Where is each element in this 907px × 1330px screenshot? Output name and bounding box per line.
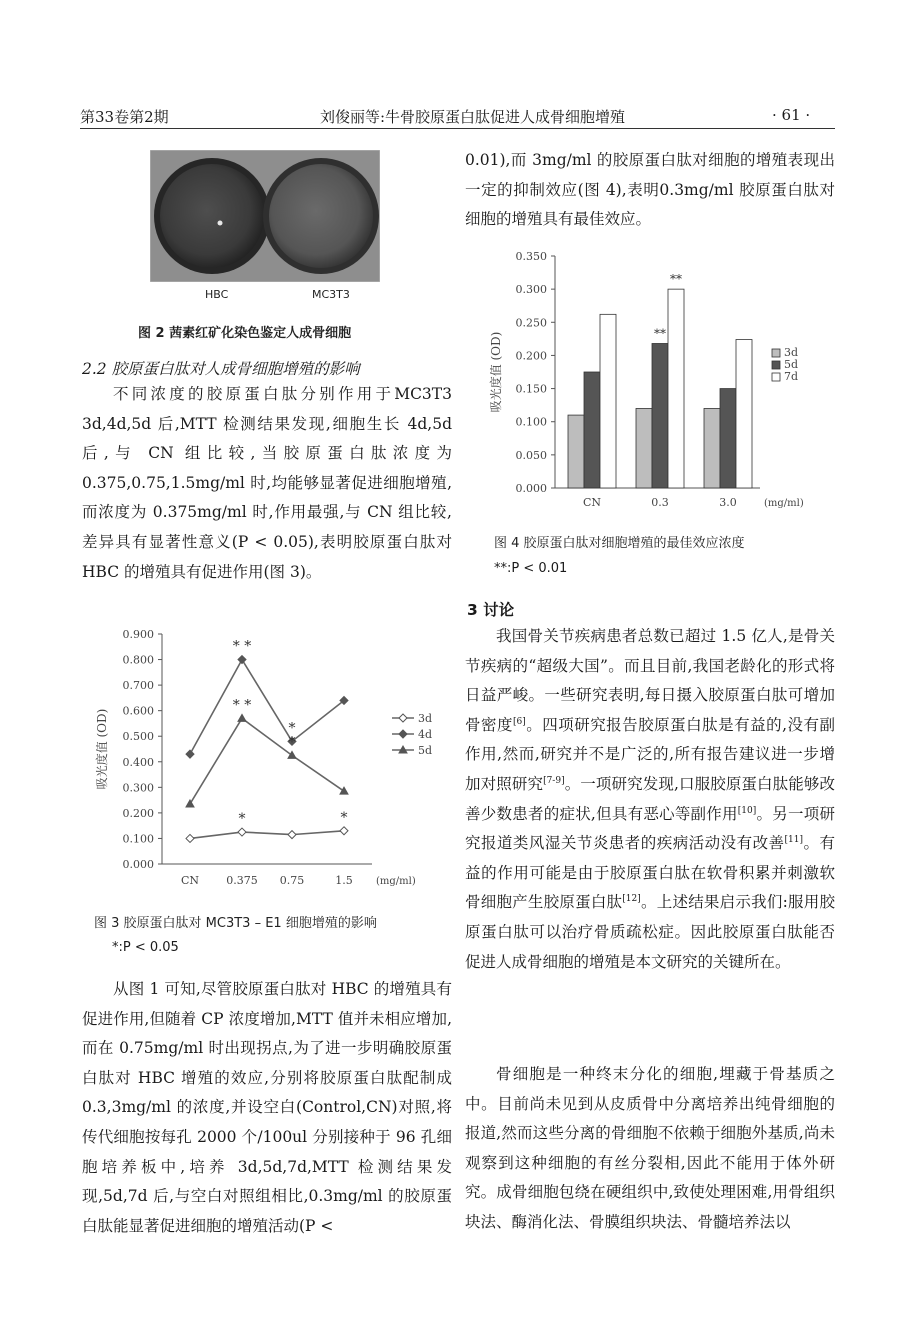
right-paragraph-1 [465, 146, 835, 235]
data-point [399, 714, 407, 722]
x-tick-label: CN [180, 874, 200, 887]
paragraph-text: 骨细胞是一种终末分化的细胞,埋藏于骨基质之中。目前尚未见到从皮质骨中分离培养出纯骨细胞的报道,然而这些分离的骨细胞不依赖于细胞外基质,尚未观察到这种细胞的有丝分裂相,因此不能用于体外研究。成骨细胞包绕在硬组织中,致使处理困难,用骨组织块法、酶消化法、骨膜组织块法、骨髓培养法以 [465, 1065, 835, 1231]
data-point [288, 831, 296, 839]
significance-label: * [288, 720, 296, 737]
series-5d [186, 714, 348, 807]
fig4-y-label: 吸光度值 (OD) [489, 331, 503, 413]
y-tick-label: 0.000 [122, 858, 154, 871]
citation: [6] [512, 716, 526, 727]
y-tick-label: 0.500 [122, 730, 154, 744]
fig4-caption: 图 4 胶原蛋白肽对细胞增殖的最佳效应浓度 [494, 536, 745, 551]
fig3-x-unit: (mg/ml) [376, 876, 416, 887]
significance-label: * * [232, 638, 252, 655]
bar [668, 289, 684, 488]
series-line [190, 831, 344, 839]
series-3d [186, 827, 348, 843]
series-line [190, 718, 344, 804]
legend-label: 3d [784, 346, 799, 359]
data-point [186, 750, 194, 758]
y-tick-label: 0.100 [515, 415, 547, 429]
legend-swatch [772, 373, 780, 381]
data-point [399, 730, 407, 738]
data-point [238, 656, 246, 664]
y-tick-label: 0.100 [122, 832, 154, 846]
paragraph-text: 从图 1 可知,尽管胶原蛋白肽对 HBC 的增殖具有促进作用,但随着 CP 浓度增加,MTT 值并未相应增加,而在 0.75mg/ml 时出现拐点,为了进一步明确胶原蛋白肽对 HBC 增殖的效应,分别将胶原蛋白肽配制成 0.3,3mg/ml 的浓度,并设空白(Control,CN)对照,将传代细胞按每孔 2000 个/100ul 分别接种于 96 孔细胞培养板中,培养 3d,5d,7d,MTT 检测结果发现,5d,7d 后,与空白对照组相比,0.3mg/ml 的胶原蛋白肽能显著促进细胞的增殖活动(P < [82, 980, 452, 1235]
bar [720, 389, 736, 488]
y-tick-label: 0.050 [515, 448, 547, 462]
data-point [186, 800, 194, 807]
x-tick-label: 1.5 [335, 874, 353, 887]
y-tick-label: 0.000 [515, 482, 547, 495]
significance-label: ** [670, 272, 682, 287]
y-tick-label: 0.200 [515, 349, 547, 363]
data-point [238, 714, 246, 721]
fig4-bar-chart [480, 244, 825, 512]
header-running-title: 刘俊丽等:牛骨胶原蛋白肽促进人成骨细胞增殖 [320, 108, 626, 126]
paragraph-text: 0.01),而 3mg/ml 的胶原蛋白肽对细胞的增殖表现出一定的抑制效应(图 4),表明0.3mg/ml 胶原蛋白肽对细胞的增殖具有最佳效应。 [465, 151, 835, 229]
legend-label: 5d [784, 358, 799, 371]
legend-swatch [772, 361, 780, 369]
header-journal-issue: 第33卷第2期 [80, 108, 169, 126]
significance-label: * [340, 809, 348, 826]
header-page-number: · 61 · [772, 106, 811, 124]
data-point [186, 834, 194, 842]
data-point [238, 828, 246, 836]
significance-label: ** [654, 326, 666, 341]
citation: [11] [784, 835, 804, 845]
fig4-x-unit: (mg/ml) [764, 498, 804, 509]
x-tick-label: 0.3 [651, 496, 669, 509]
x-tick-label: 3.0 [719, 496, 737, 509]
x-tick-label: CN [582, 496, 602, 509]
bar [584, 372, 600, 488]
bar [568, 415, 584, 488]
data-point [340, 787, 348, 794]
legend-label: 3d [418, 712, 433, 725]
significance-label: * [238, 811, 246, 828]
y-tick-label: 0.300 [515, 283, 547, 297]
significance-label: * [288, 734, 296, 751]
section-2-2-heading: 2.2 胶原蛋白肽对人成骨细胞增殖的影响 [82, 360, 360, 378]
fig3-note: *:P < 0.05 [112, 940, 179, 955]
legend-label: 4d [418, 728, 433, 741]
right-paragraph-3 [465, 1060, 835, 1238]
x-tick-label: 0.375 [226, 874, 258, 887]
fig2-label-hbc: HBC [205, 288, 229, 301]
right-paragraph-2 [465, 622, 835, 977]
fig2-label-mc3t3: MC3T3 [312, 288, 350, 301]
series-line [190, 660, 344, 755]
legend-label: 7d [784, 370, 799, 383]
y-tick-label: 0.200 [122, 806, 154, 820]
fig3-y-label: 吸光度值 (OD) [95, 708, 109, 790]
bar [600, 314, 616, 488]
fig4-note: **:P < 0.01 [494, 561, 568, 576]
significance-label: * * [232, 697, 252, 714]
paragraph-text: 不同浓度的胶原蛋白肽分别作用于MC3T3 3d,4d,5d 后,MTT 检测结果发现,细胞生长 4d,5d 后,与 CN 组比较,当胶原蛋白肽浓度为 0.375,0.75,1.5mg/ml 时,均能够显著促进细胞增殖,而浓度为 0.375mg/ml 时,作用最强,与 CN 组比较,差异具有显著性意义(P < 0.05),表明胶原蛋白肽对 HBC 的增殖具有促进作用(图 3)。 [82, 385, 452, 581]
y-tick-label: 0.800 [122, 653, 154, 667]
series-4d [186, 656, 348, 759]
left-paragraph-1 [82, 380, 452, 587]
y-tick-label: 0.150 [515, 382, 547, 396]
citation: [12] [622, 894, 641, 905]
y-tick-label: 0.900 [122, 628, 154, 641]
y-tick-label: 0.700 [122, 679, 154, 693]
x-tick-label: 0.75 [279, 874, 305, 887]
legend-label: 5d [418, 744, 433, 757]
y-tick-label: 0.300 [122, 781, 154, 795]
fig3-caption: 图 3 胶原蛋白肽对 MC3T3 – E1 细胞增殖的影响 [94, 916, 377, 931]
bar [704, 408, 720, 488]
bar [736, 340, 752, 488]
section-3-heading: 3 讨论 [467, 601, 515, 619]
fig2-caption: 图 2 茜素红矿化染色鉴定人成骨细胞 [138, 326, 352, 341]
data-point [340, 827, 348, 835]
fig2-photo [150, 150, 380, 282]
fig3-line-chart [82, 622, 450, 894]
citation: [7-9] [543, 775, 565, 786]
y-tick-label: 0.350 [515, 250, 547, 263]
legend-swatch [772, 349, 780, 357]
left-paragraph-2 [82, 975, 452, 1241]
citation: [10] [737, 805, 757, 816]
paragraph-text: 我国骨关节疾病患者总数已超过 1.5 亿人,是骨关节疾病的“超级大国”。而且目前,我国老龄化的形式将日益严峻。一些研究表明,每日摄入胶原蛋白肽可增加骨密度[6]。四项研究报告胶原蛋白肽是有益的,没有副作用,然而,研究并不是广泛的,所有报告建议进一步增加对照研究[7-9]。一项研究发现,口服胶原蛋白肽能够改善少数患者的症状,但具有恶心等副作用[10]。另一项研究报道类风湿关节炎患者的疾病活动没有改善[11]。有益的作用可能是由于胶原蛋白肽在软骨积累并刺激软骨细胞产生胶原蛋白肽[12]。上述结果启示我们:服用胶原蛋白肽可以治疗骨质疏松症。因此胶原蛋白肽能否促进人成骨细胞的增殖是本文研究的关键所在。 [465, 627, 835, 971]
bar [636, 408, 652, 488]
y-tick-label: 0.600 [122, 704, 154, 718]
bar [652, 343, 668, 488]
y-tick-label: 0.250 [515, 316, 547, 330]
y-tick-label: 0.400 [122, 755, 154, 769]
header-rule [80, 128, 835, 129]
